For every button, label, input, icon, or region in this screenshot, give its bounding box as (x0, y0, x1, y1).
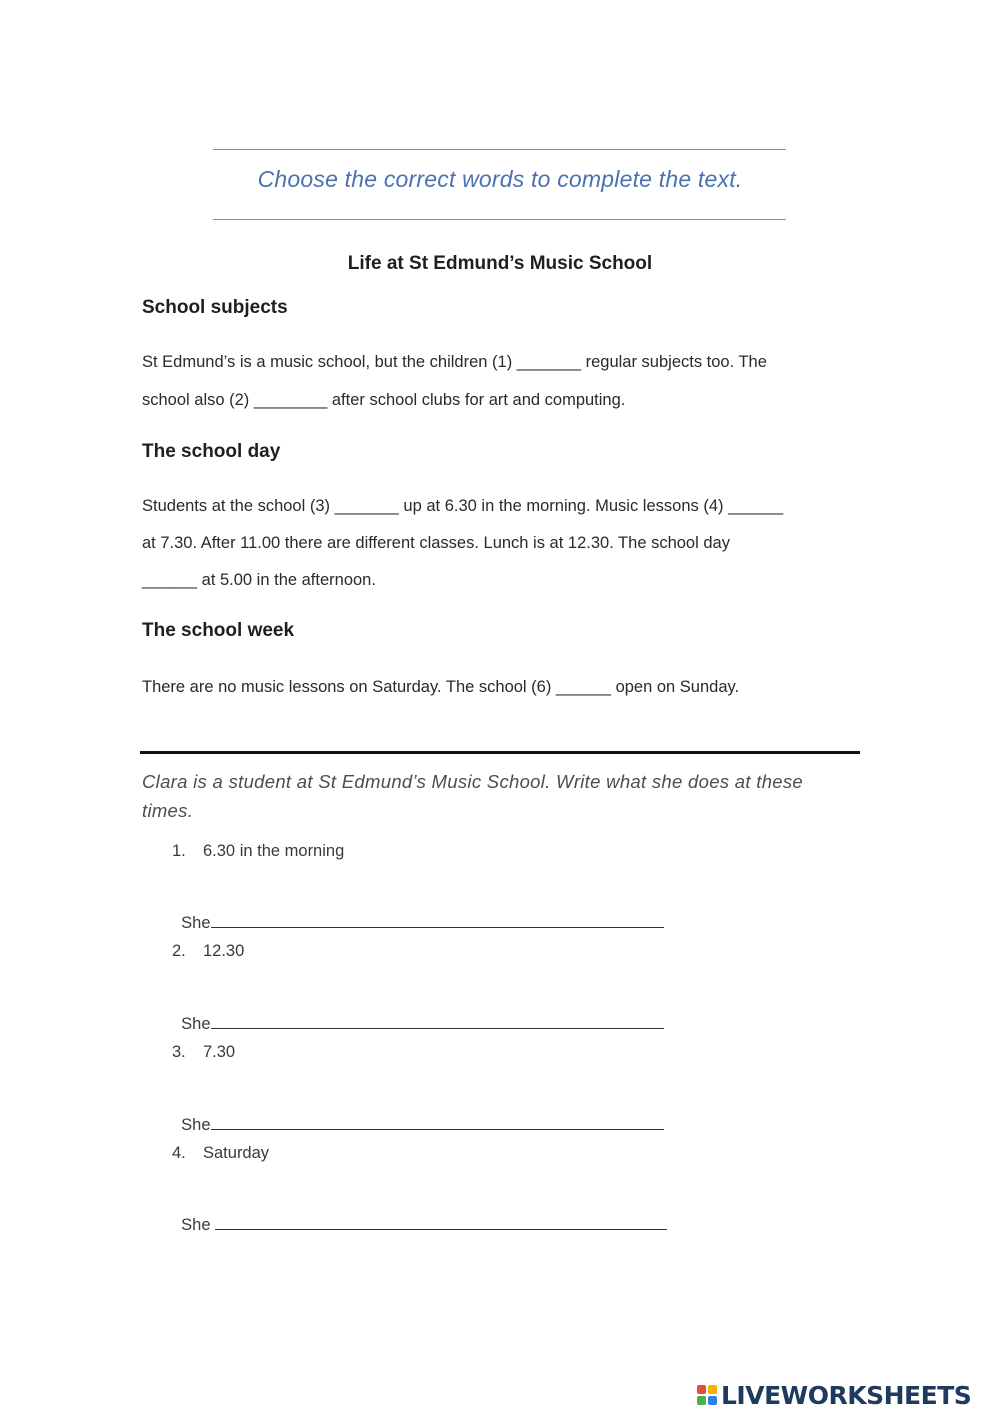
answer-blank[interactable] (215, 1213, 667, 1230)
section-heading-school-day: The school day (142, 441, 281, 462)
answer-row (172, 892, 664, 933)
answer-blank[interactable] (211, 1012, 664, 1029)
item-time-label: 7.30 (203, 1043, 236, 1061)
item-number: 3. (172, 1043, 186, 1061)
answer-prefix: She (181, 1015, 211, 1033)
logo-square-yellow (708, 1385, 717, 1394)
section-divider (140, 751, 860, 754)
section-heading-school-week: The school week (142, 620, 295, 641)
document-title: Life at St Edmund’s Music School (347, 253, 653, 274)
answer-prefix: She (181, 1116, 211, 1134)
instruction-text: Choose the correct words to complete the text. (257, 166, 743, 192)
answer-prefix: She (181, 1216, 216, 1234)
liveworksheets-logo-icon (697, 1385, 717, 1405)
item-number: 4. (172, 1144, 186, 1162)
paragraph-line: There are no music lessons on Saturday. The school (6) ______ open on Sunday. (142, 678, 740, 696)
logo-square-blue (708, 1396, 717, 1405)
item-number: 1. (172, 842, 186, 860)
answer-row (172, 993, 664, 1034)
item-time-label: 12.30 (203, 942, 245, 960)
paragraph-line: Students at the school (3) _______ up at 6.30 in the morning. Music lessons (4) ______ (142, 497, 784, 515)
logo-square-green (697, 1396, 706, 1405)
answer-blank[interactable] (211, 1113, 664, 1130)
logo-text: LIVEWORKSHEETS (721, 1380, 972, 1410)
item-time-label: 6.30 in the morning (203, 842, 345, 860)
instruction-top-rule (213, 149, 786, 150)
task2-instruction: Clara is a student at St Edmund’s Music School. Write what she does at these times. (142, 771, 804, 821)
paragraph-line: at 7.30. After 11.00 there are different classes. Lunch is at 12.30. The school day (142, 534, 730, 552)
item-number: 2. (172, 942, 186, 960)
paragraph-line: school also (2) ________ after school clubs for art and computing. (142, 391, 626, 409)
answer-prefix: She (181, 914, 211, 932)
item-time-label: Saturday (203, 1144, 270, 1162)
answer-blank[interactable] (211, 911, 664, 928)
answer-row (172, 1094, 664, 1135)
logo-square-red (697, 1385, 706, 1394)
paragraph-line: St Edmund’s is a music school, but the children (1) _______ regular subjects too. The (142, 353, 767, 371)
instruction-bottom-rule (213, 219, 786, 220)
answer-row (172, 1194, 667, 1235)
section-heading-school-subjects: School subjects (142, 297, 288, 318)
liveworksheets-logo (697, 1378, 971, 1412)
paragraph-line: ______ at 5.00 in the afternoon. (142, 571, 376, 589)
